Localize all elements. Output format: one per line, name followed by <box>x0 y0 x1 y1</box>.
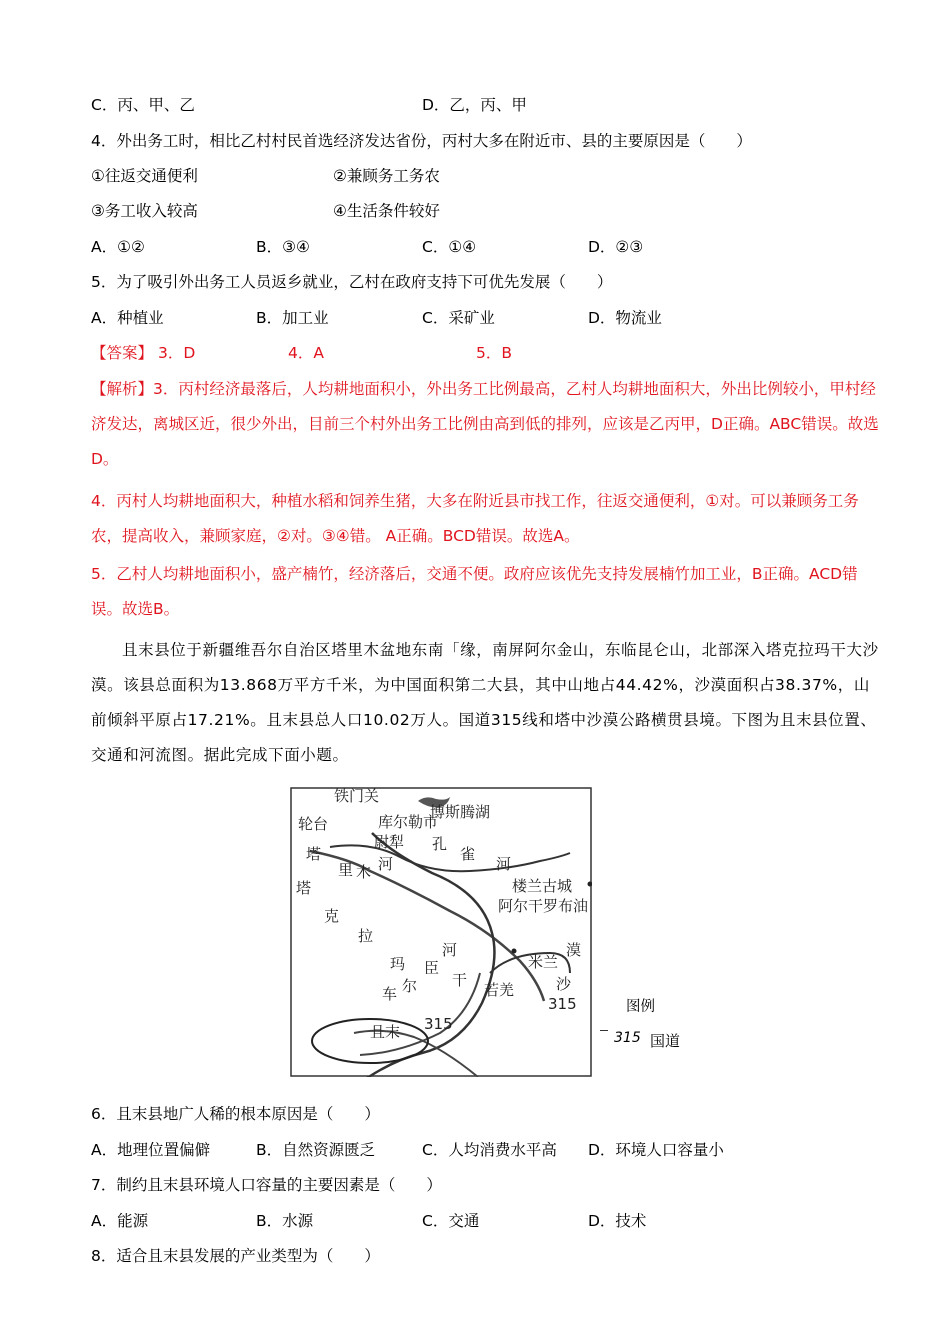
q5-stem: 5．为了吸引外出务工人员返乡就业，乙村在政府支持下可优先发展（ ） <box>91 273 613 291</box>
label-kong: 孔 <box>432 835 448 853</box>
legend-road-text: 国道 <box>650 1032 681 1050</box>
label-ma: 玛 <box>390 955 406 973</box>
label-ta1: 塔 <box>306 845 322 863</box>
q7-option-d: D．技术 <box>588 1212 647 1230</box>
label-aergan: 阿尔干罗布油 <box>498 897 589 915</box>
q5-option-d: D．物流业 <box>588 309 662 327</box>
q5-option-c: C．采矿业 <box>422 309 495 327</box>
analysis-label: 【解析】 <box>91 380 154 398</box>
q7-stem: 7．制约且末县环境人口容量的主要因素是（ ） <box>91 1176 442 1194</box>
q4-statement-3: ③务工收入较高 <box>91 202 198 220</box>
label-yuli: 尉犁 <box>374 833 405 851</box>
analysis-3 <box>91 372 881 477</box>
q7-option-c: C．交通 <box>422 1212 480 1230</box>
answer-5: 5．B <box>476 344 512 362</box>
label-mo: 漠 <box>566 941 582 959</box>
label-la: 拉 <box>358 927 374 945</box>
answer-label: 【答案】 <box>91 344 154 362</box>
label-mu: 木 <box>356 863 372 881</box>
label-road-315-west: 315 <box>424 1015 453 1033</box>
label-er: 尔 <box>402 977 418 995</box>
passage-text: 且末县位于新疆维吾尔自治区塔里木盆地东南「缘，南屏阿尔金山，东临昆仑山，北部深入塔克拉玛干大沙漠。该县总面积为13.868万平方千米，为中国面积第二大县，其中山地占44.42%，沙漠面积占38.37%，山前倾斜平原占17.21%。且末县总人口10.02万人。国道315线和塔中沙漠公路横贯县境。下图为且末县位置、交通和河流图。据此完成下面小题。 <box>91 641 879 764</box>
q4-option-c: C．①④ <box>422 238 477 256</box>
label-korla: 库尔勒市 <box>378 813 439 831</box>
q6-option-b: B．自然资源匮乏 <box>256 1141 376 1159</box>
q4-statement-1: ①往返交通便利 <box>91 167 198 185</box>
q4-statement-4: ④生活条件较好 <box>333 202 440 220</box>
q6-option-c: C．人均消费水平高 <box>422 1141 557 1159</box>
q3-option-c: C．丙、甲、乙 <box>91 96 195 114</box>
q4-stem: 4．外出务工时，相比乙村村民首选经济发达省份，丙村大多在附近市、县的主要原因是（ ） <box>91 132 752 150</box>
q7-option-b: B．水源 <box>256 1212 314 1230</box>
q6-option-d: D．环境人口容量小 <box>588 1141 724 1159</box>
q5-option-b: B．加工业 <box>256 309 329 327</box>
label-gan: 干 <box>452 971 468 989</box>
q8-stem: 8．适合且末县发展的产业类型为（ ） <box>91 1247 380 1265</box>
legend-title: 图例 <box>626 999 655 1015</box>
label-qiemo: 且末 <box>370 1023 401 1041</box>
answer-3: 3．D <box>158 344 196 362</box>
q4-option-a: A．①② <box>91 238 145 256</box>
label-bosten: 博斯腾湖 <box>430 803 491 821</box>
analysis-5: 5．乙村人均耕地面积小，盛产楠竹，经济落后，交通不便。政府应该优先支持发展楠竹加工业，B正确。ACD错误。故选B。 <box>91 565 858 618</box>
label-tiemenguan: 铁门关 <box>334 787 380 805</box>
label-loulan: 楼兰古城 <box>512 877 573 895</box>
label-chen: 臣 <box>424 959 440 977</box>
q4-option-b: B．③④ <box>256 238 310 256</box>
milan-dot <box>512 949 517 954</box>
label-que: 雀 <box>460 845 476 863</box>
label-li: 里 <box>338 861 354 879</box>
qiemo-map <box>290 787 592 1077</box>
label-he1: 河 <box>496 855 512 873</box>
q5-option-a: A．种植业 <box>91 309 164 327</box>
q3-option-d: D．乙，丙、甲 <box>422 96 527 114</box>
analysis-4: 4．丙村人均耕地面积大，种植水稻和饲养生猪，大多在附近县市找工作，往返交通便利，①对。可以兼顾务工务农，提高收入，兼顾家庭，②对。③④错。 A正确。BCD错误。故选A。 <box>91 492 859 545</box>
label-luntai: 轮台 <box>298 815 329 833</box>
q6-option-a: A．地理位置偏僻 <box>91 1141 211 1159</box>
label-che: 车 <box>382 985 398 1003</box>
q7-option-a: A．能源 <box>91 1212 149 1230</box>
q4-statement-2: ②兼顾务工务农 <box>333 167 440 185</box>
label-ruoqiang: 若羌 <box>484 981 515 999</box>
label-sha: 沙 <box>556 975 572 993</box>
q4-option-d: D．②③ <box>588 238 644 256</box>
answer-4: 4．A <box>288 344 324 362</box>
label-he2: 河 <box>378 855 394 873</box>
map-legend <box>600 995 695 1055</box>
label-milan: 米兰 <box>528 953 559 971</box>
legend-road-line <box>600 1030 608 1031</box>
legend-road-number: 315 <box>614 1030 641 1046</box>
analysis-3-text: 3．丙村经济最落后，人均耕地面积小，外出务工比例最高，乙村人均耕地面积大，外出比例较小，甲村经济发达，离城区近，很少外出，目前三个村外出务工比例由高到低的排列，应该是乙丙甲，D正确。ABC错误。故选D。 <box>91 380 879 468</box>
label-ke: 克 <box>324 907 340 925</box>
label-he3: 河 <box>442 941 458 959</box>
q6-stem: 6．且末县地广人稀的根本原因是（ ） <box>91 1105 380 1123</box>
label-ta2: 塔 <box>296 879 312 897</box>
label-road-315-east: 315 <box>548 995 577 1013</box>
